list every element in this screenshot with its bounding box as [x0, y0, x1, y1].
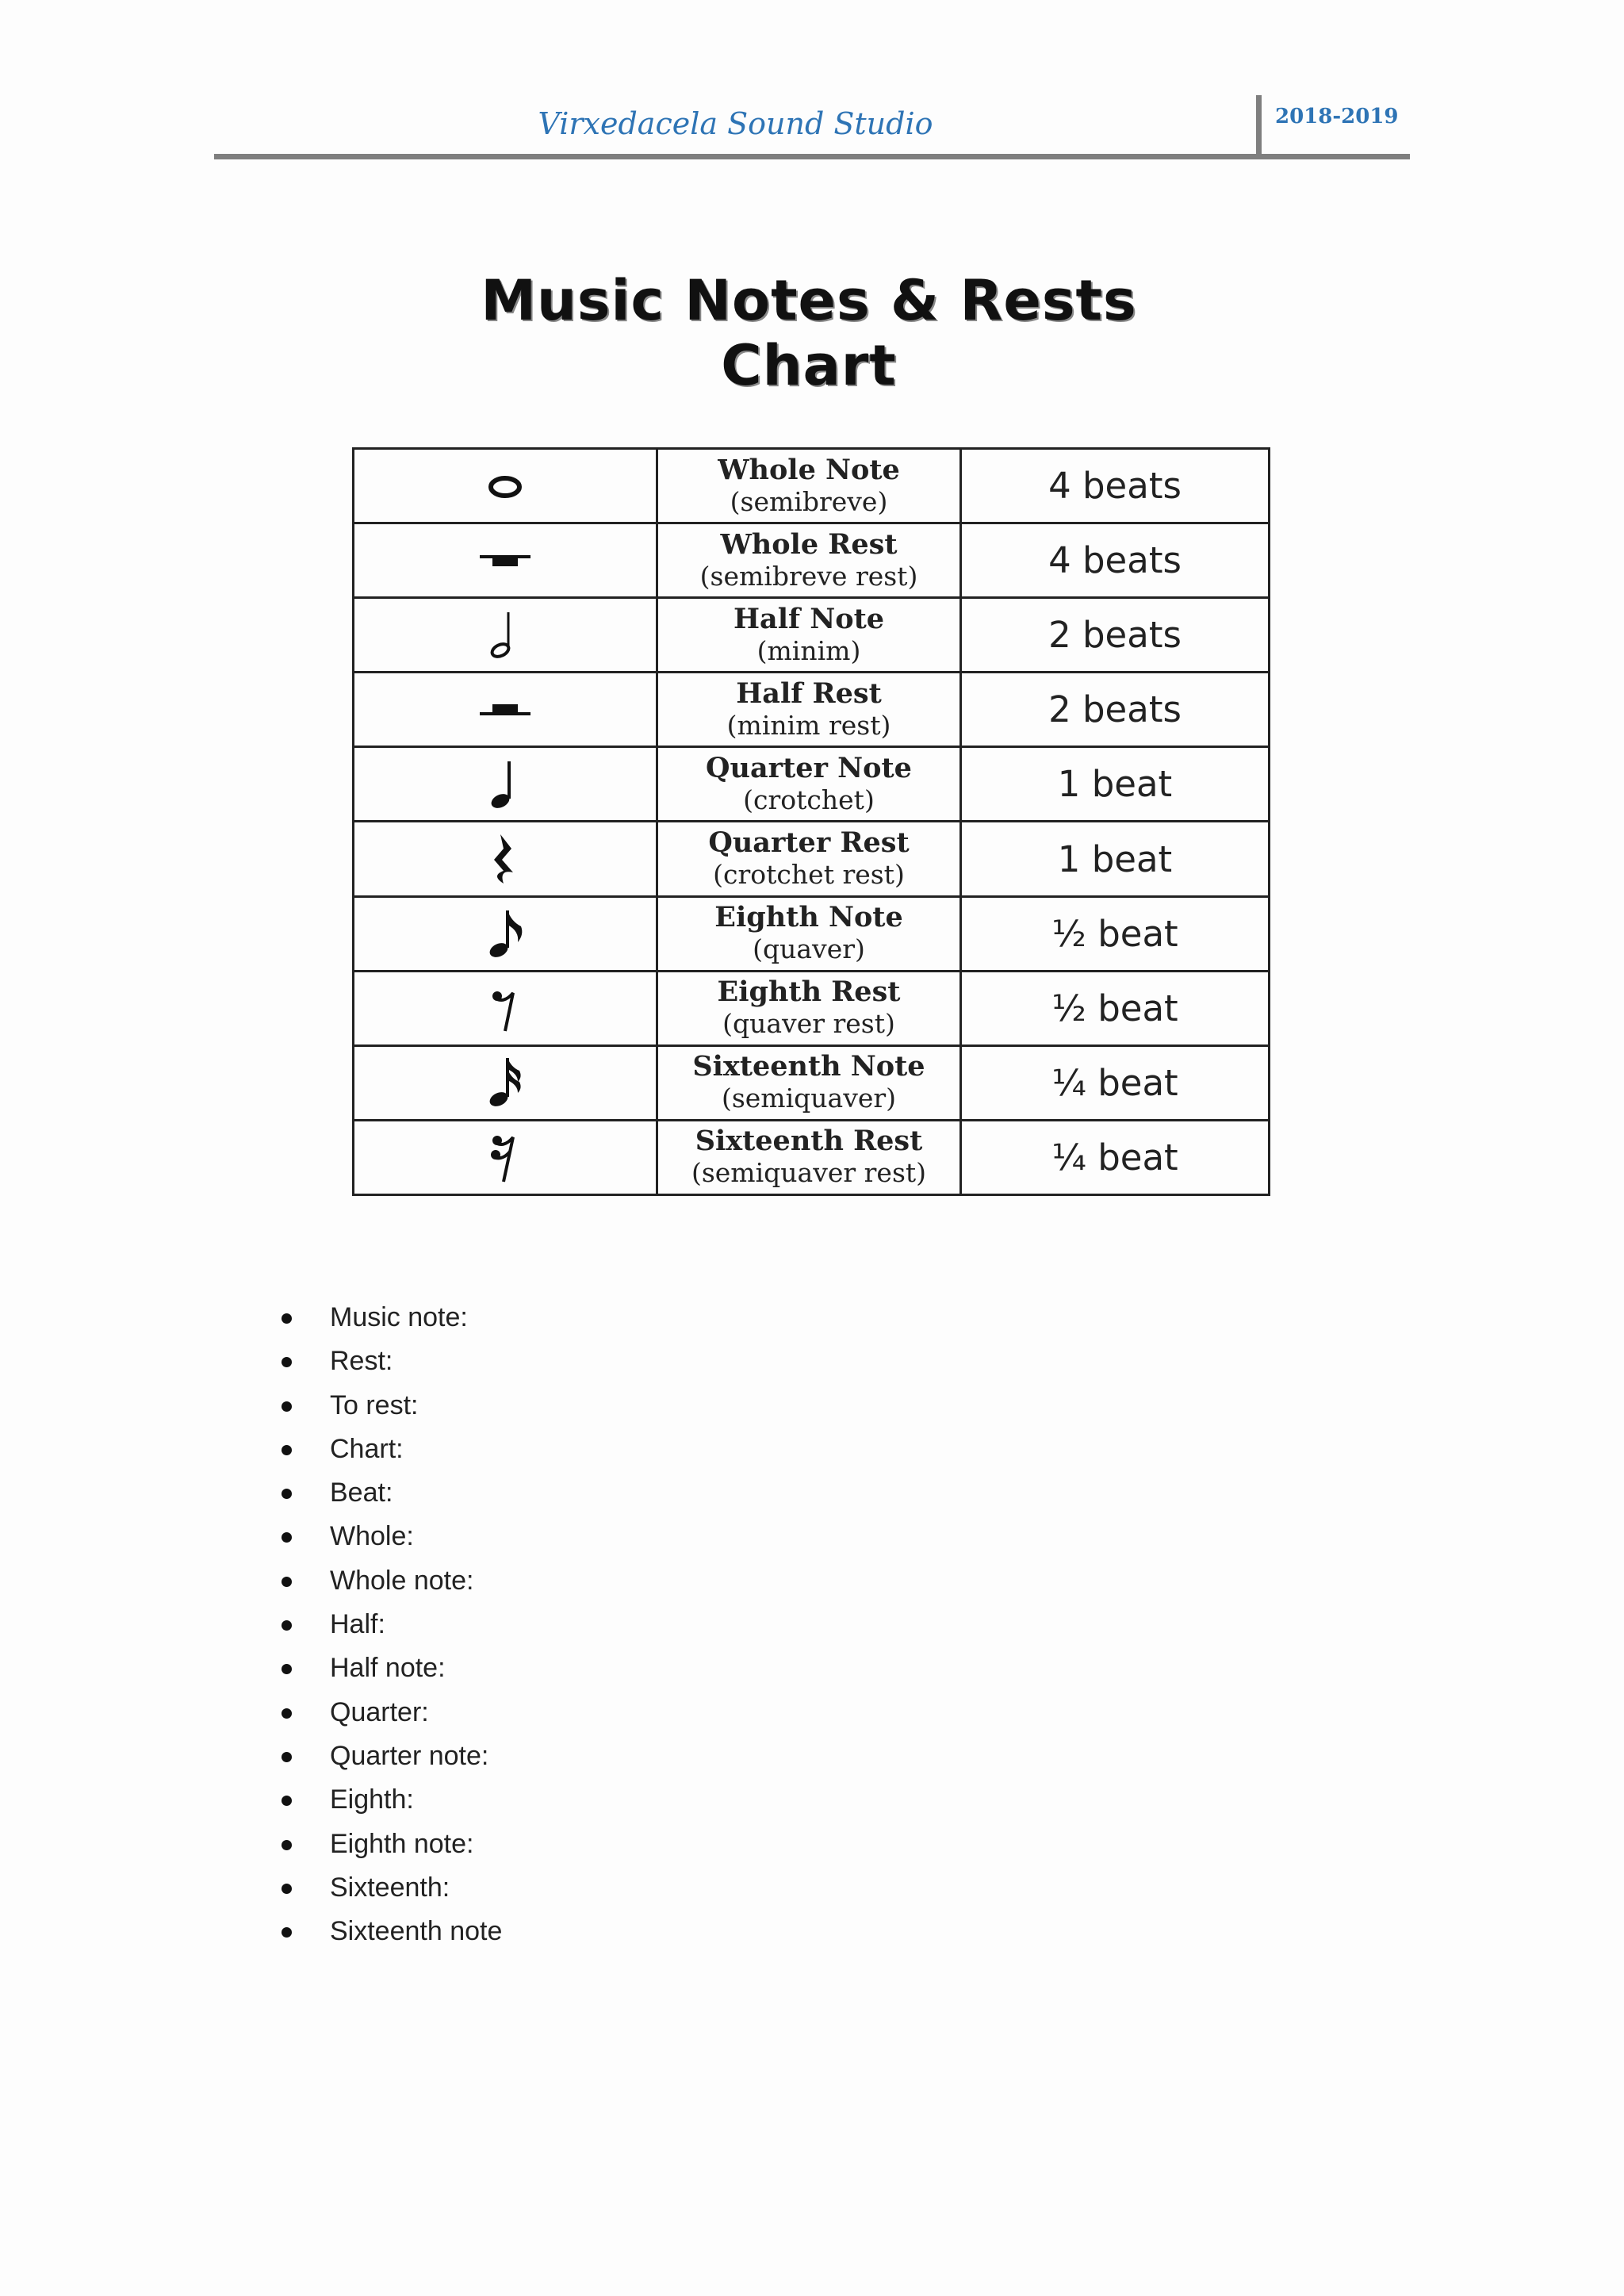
bullet-icon	[282, 1796, 292, 1806]
whole-note-icon	[354, 454, 656, 519]
bullet-icon	[282, 1884, 292, 1894]
table-row	[354, 1120, 1270, 1194]
note-name: Whole Rest	[720, 527, 898, 561]
beat-value: 4 beats	[1048, 539, 1182, 582]
term-label: Sixteenth:	[330, 1872, 450, 1903]
bullet-icon	[282, 1577, 292, 1587]
note-name: Eighth Rest	[717, 976, 901, 1009]
note-name: Sixteenth Rest	[695, 1125, 923, 1158]
list-item	[270, 1823, 502, 1866]
list-item	[270, 1691, 502, 1734]
term-label: Rest:	[330, 1346, 393, 1377]
list-item	[270, 1384, 502, 1428]
half-note-icon	[354, 603, 656, 668]
sixteenth-note-icon	[354, 1050, 656, 1115]
beat-value: ¼ beat	[1051, 1136, 1178, 1179]
note-name: Quarter Rest	[708, 826, 910, 860]
name-cell	[657, 822, 961, 896]
name-cell	[657, 1120, 961, 1194]
symbol-cell	[354, 971, 657, 1045]
list-item	[270, 1778, 502, 1822]
school-year: 2018-2019	[1275, 105, 1399, 128]
beats-cell	[961, 673, 1270, 747]
bullet-icon	[282, 1445, 292, 1455]
beat-value: ½ beat	[1051, 987, 1178, 1029]
bullet-icon	[282, 1752, 292, 1762]
note-name: Quarter Note	[706, 751, 912, 784]
beats-cell	[961, 822, 1270, 896]
symbol-cell	[354, 1045, 657, 1120]
header-divider-horizontal	[214, 154, 1410, 159]
term-label: Eighth note:	[330, 1828, 474, 1859]
vocabulary-list	[270, 1296, 502, 1953]
name-cell	[657, 1045, 961, 1120]
term-label: Quarter note:	[330, 1740, 489, 1771]
name-cell	[657, 523, 961, 598]
list-item	[270, 1340, 502, 1383]
bullet-icon	[282, 1840, 292, 1850]
table-row	[354, 747, 1270, 822]
beat-value: 4 beats	[1048, 465, 1182, 508]
beats-cell	[961, 747, 1270, 822]
name-cell	[657, 673, 961, 747]
chart-title: Music Notes & Rests Chart	[481, 268, 1137, 398]
table-row	[354, 822, 1270, 896]
beat-value: 2 beats	[1048, 614, 1182, 657]
list-item	[270, 1428, 502, 1471]
beats-cell	[961, 523, 1270, 598]
term-label: Sixteenth note	[330, 1916, 503, 1947]
symbol-cell	[354, 896, 657, 971]
beats-cell	[961, 1045, 1270, 1120]
beats-cell	[961, 971, 1270, 1045]
bullet-icon	[282, 1620, 292, 1631]
beat-value: ½ beat	[1051, 912, 1178, 955]
beat-value: 2 beats	[1048, 688, 1182, 731]
symbol-cell	[354, 523, 657, 598]
term-label: Quarter:	[330, 1696, 429, 1727]
symbol-cell	[354, 449, 657, 523]
note-name: Whole Note	[718, 453, 900, 486]
note-alt-name: (minim)	[756, 634, 861, 666]
header-divider-vertical	[1256, 95, 1262, 155]
beats-cell	[961, 1120, 1270, 1194]
beat-value: ¼ beat	[1051, 1061, 1178, 1104]
term-label: Beat:	[330, 1478, 393, 1508]
beats-cell	[961, 598, 1270, 673]
bullet-icon	[282, 1708, 292, 1719]
term-label: Half note:	[330, 1653, 446, 1684]
name-cell	[657, 598, 961, 673]
table-row	[354, 896, 1270, 971]
note-alt-name: (semibreve rest)	[699, 560, 918, 592]
note-alt-name: (minim rest)	[726, 709, 891, 741]
name-cell	[657, 747, 961, 822]
symbol-cell	[354, 1120, 657, 1194]
bullet-icon	[282, 1664, 292, 1674]
quarter-rest-icon	[354, 826, 656, 891]
note-alt-name: (semibreve)	[730, 485, 888, 517]
list-item	[270, 1296, 502, 1340]
eighth-note-icon	[354, 901, 656, 966]
sixteenth-rest-icon	[354, 1125, 656, 1190]
bullet-icon	[282, 1401, 292, 1412]
term-label: Chart:	[330, 1433, 404, 1464]
term-label: Half:	[330, 1609, 385, 1640]
bullet-icon	[282, 1489, 292, 1499]
bullet-icon	[282, 1357, 292, 1367]
beat-value: 1 beat	[1057, 763, 1173, 806]
symbol-cell	[354, 747, 657, 822]
bullet-icon	[282, 1532, 292, 1543]
term-label: Whole:	[330, 1521, 414, 1552]
symbol-cell	[354, 673, 657, 747]
name-cell	[657, 896, 961, 971]
list-item	[270, 1734, 502, 1778]
note-name: Half Note	[733, 602, 885, 635]
term-label: To rest:	[330, 1389, 419, 1420]
list-item	[270, 1559, 502, 1603]
page-header	[214, 95, 1410, 160]
beat-value: 1 beat	[1057, 838, 1173, 880]
whole-rest-icon	[354, 528, 656, 593]
list-item	[270, 1603, 502, 1646]
symbol-cell	[354, 822, 657, 896]
table-row	[354, 673, 1270, 747]
table-row	[354, 1045, 1270, 1120]
note-alt-name: (semiquaver)	[721, 1083, 897, 1114]
half-rest-icon	[354, 677, 656, 742]
beats-cell	[961, 449, 1270, 523]
note-name: Half Rest	[736, 677, 882, 710]
eighth-rest-icon	[354, 976, 656, 1041]
list-item	[270, 1515, 502, 1558]
quarter-note-icon	[354, 752, 656, 817]
notes-rests-table	[352, 447, 1270, 1196]
note-alt-name: (quaver)	[753, 933, 865, 965]
list-item	[270, 1910, 502, 1953]
table-row	[354, 449, 1270, 523]
name-cell	[657, 971, 961, 1045]
term-label: Eighth:	[330, 1784, 414, 1815]
bullet-icon	[282, 1313, 292, 1324]
beats-cell	[961, 896, 1270, 971]
note-alt-name: (crotchet)	[743, 784, 875, 815]
symbol-cell	[354, 598, 657, 673]
term-label: Whole note:	[330, 1565, 474, 1596]
term-label: Music note:	[330, 1302, 468, 1332]
studio-title: Virxedacela Sound Studio	[538, 106, 933, 141]
note-alt-name: (crotchet rest)	[713, 859, 905, 891]
bullet-icon	[282, 1927, 292, 1938]
list-item	[270, 1866, 502, 1910]
note-alt-name: (quaver rest)	[722, 1008, 895, 1040]
note-name: Eighth Note	[714, 901, 903, 934]
table-row	[354, 971, 1270, 1045]
note-name: Sixteenth Note	[692, 1050, 925, 1083]
list-item	[270, 1471, 502, 1515]
list-item	[270, 1646, 502, 1690]
table-row	[354, 523, 1270, 598]
note-alt-name: (semiquaver rest)	[691, 1157, 927, 1189]
name-cell	[657, 449, 961, 523]
table-row	[354, 598, 1270, 673]
